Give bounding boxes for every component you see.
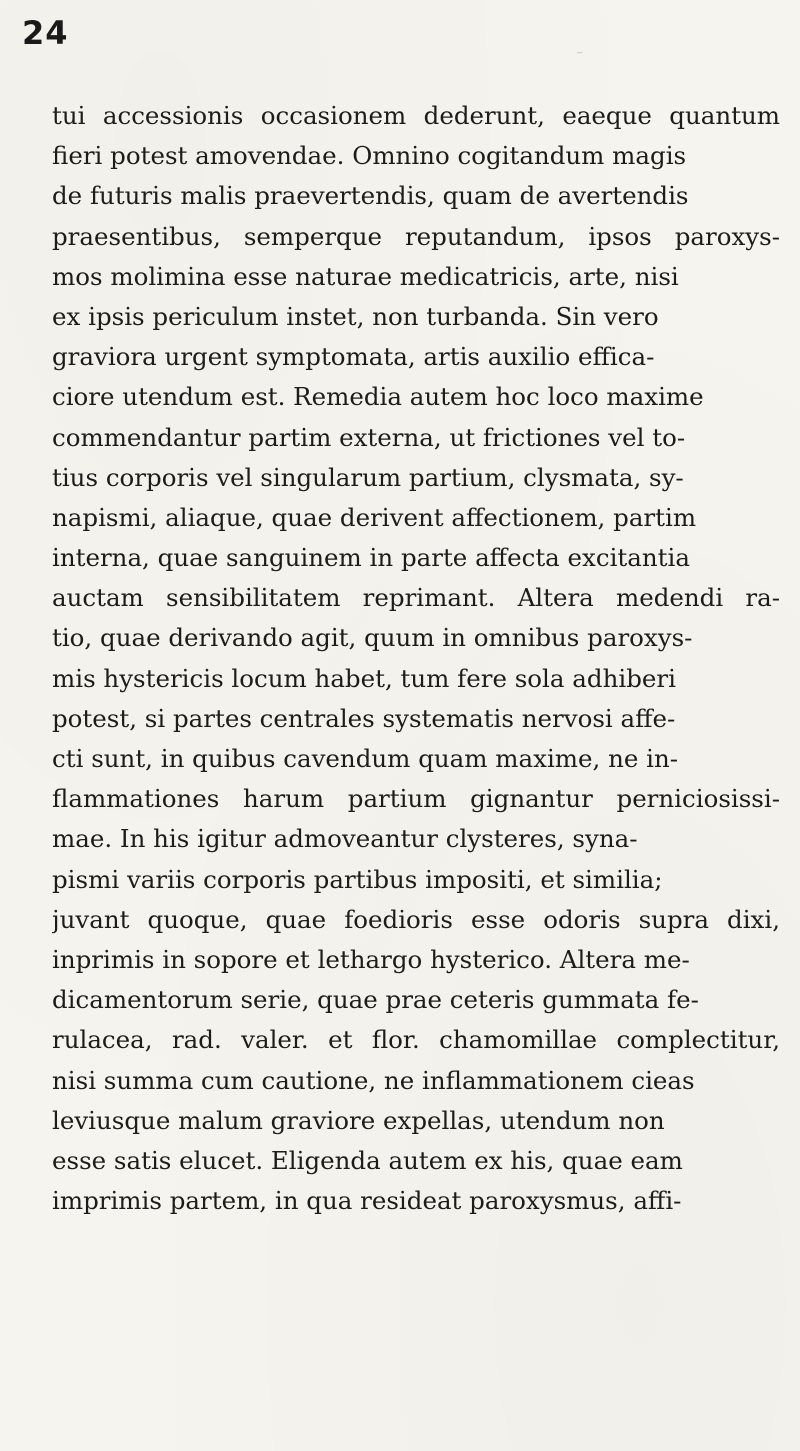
- text-line: dicamentorum serie, quae prae ceteris gummata fe-: [52, 985, 699, 1015]
- text-line: tio, quae derivando agit, quum in omnibus paroxys-: [52, 623, 693, 653]
- text-line: mae. In his igitur admoveantur clysteres, syna-: [52, 824, 638, 854]
- text-line: ex ipsis periculum instet, non turbanda. Sin vero: [52, 301, 659, 331]
- text-line: potest, si partes centrales systematis nervosi affe-: [52, 703, 676, 733]
- text-line: inprimis in sopore et lethargo hysterico. Altera me-: [52, 944, 690, 974]
- text-line: commendantur partim externa, ut frictiones vel to-: [52, 422, 686, 452]
- text-line: tui accessionis occasionem dederunt, eaeque quantum: [52, 101, 780, 130]
- text-line: tius corporis vel singularum partium, clysmata, sy-: [52, 462, 684, 492]
- text-line: rulacea, rad. valer. et flor. chamomillae complectitur,: [52, 1025, 780, 1055]
- text-line: juvant quoque, quae foedioris esse odoris supra dixi,: [52, 904, 780, 934]
- body-text: [52, 96, 780, 1221]
- ink-speck-mark: ⁻: [576, 48, 584, 64]
- text-line: graviora urgent symptomata, artis auxilio effica-: [52, 342, 655, 372]
- text-line: de futuris malis praevertendis, quam de avertendis: [52, 181, 689, 211]
- text-line: interna, quae sanguinem in parte affecta excitantia: [52, 543, 690, 573]
- text-line: leviusque malum graviore expellas, utendum non: [52, 1105, 665, 1135]
- text-line: auctam sensibilitatem reprimant. Altera medendi ra-: [52, 583, 780, 613]
- text-line: imprimis partem, in qua resideat paroxysmus, affi-: [52, 1186, 682, 1216]
- text-line: praesentibus, semperque reputandum, ipsos paroxys-: [52, 221, 780, 251]
- text-line: nisi summa cum cautione, ne inflammationem cieas: [52, 1065, 695, 1095]
- text-line: pismi variis corporis partibus impositi, et similia;: [52, 864, 663, 894]
- page-number: 24: [22, 14, 69, 52]
- text-line: flammationes harum partium gignantur perniciosissi-: [52, 784, 780, 814]
- text-line: mos molimina esse naturae medicatricis, arte, nisi: [52, 261, 679, 291]
- text-line: mis hystericis locum habet, tum fere sola adhiberi: [52, 663, 676, 693]
- text-line: cti sunt, in quibus cavendum quam maxime, ne in-: [52, 744, 679, 773]
- text-line: esse satis elucet. Eligenda autem ex his, quae eam: [52, 1145, 683, 1175]
- text-line: napismi, aliaque, quae derivent affectionem, partim: [52, 502, 697, 532]
- text-line: fieri potest amovendae. Omnino cogitandum magis: [52, 141, 687, 171]
- text-line: ciore utendum est. Remedia autem hoc loco maxime: [52, 382, 704, 412]
